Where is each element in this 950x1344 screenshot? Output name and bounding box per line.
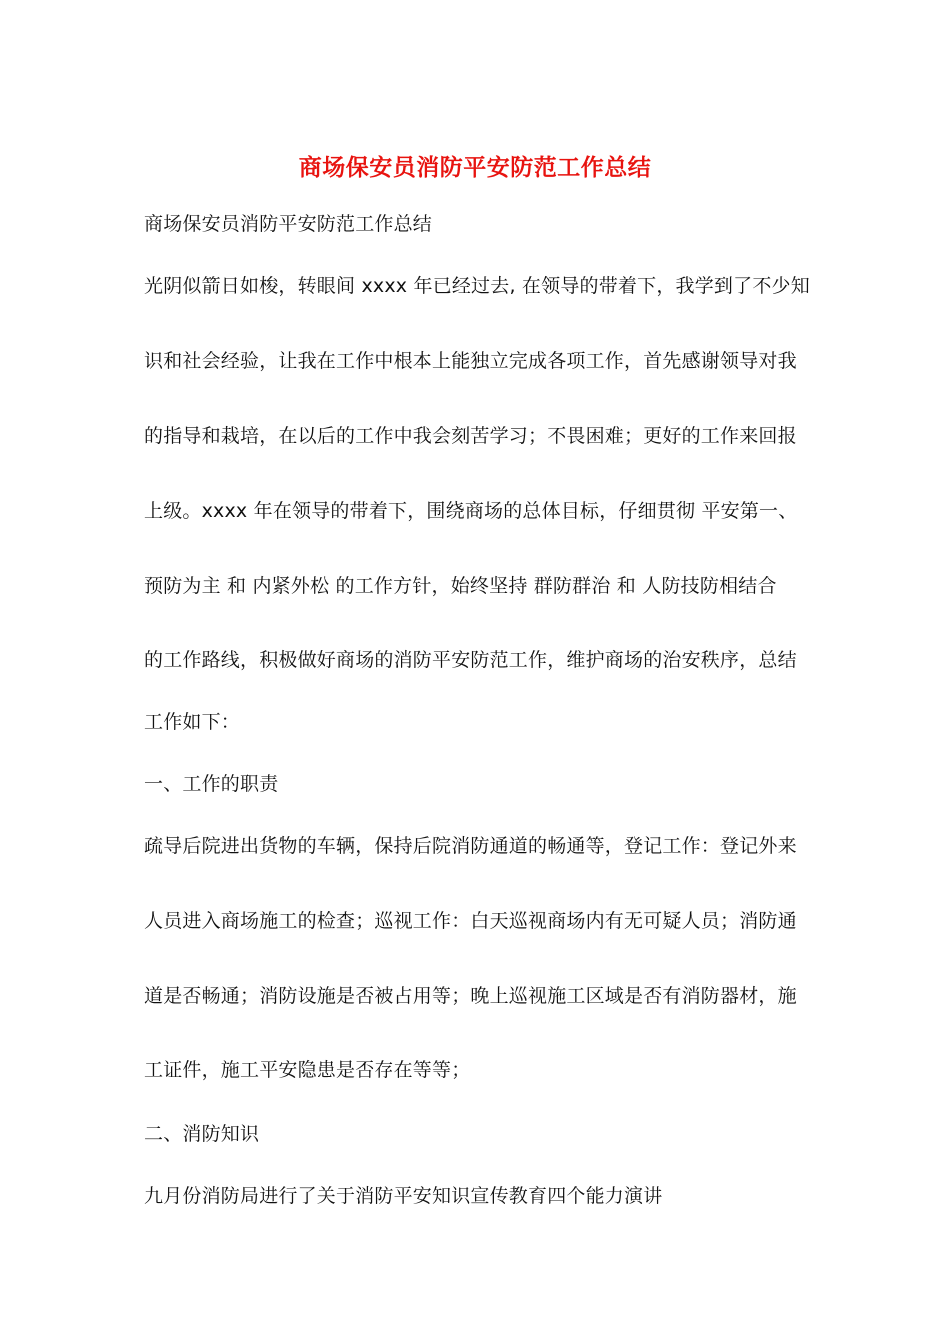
text-line: 预防为主 和 内紧外松 的工作方针，始终坚持 群防群治 和 人防技防相结合 [144,575,777,597]
text-line: 九月份消防局进行了关于消防平安知识宣传教育四个能力演讲 [144,1185,663,1207]
text-line: 疏导后院进出货物的车辆，保持后院消防通道的畅通等，登记工作：登记外来 [144,835,797,857]
text-line: 工作如下： [144,711,241,733]
document-title: 商场保安员消防平安防范工作总结 [298,155,652,181]
section-heading: 二、消防知识 [144,1123,260,1145]
text-line: 的指导和栽培，在以后的工作中我会刻苦学习；不畏困难；更好的工作来回报 [144,425,797,447]
text-line: 上级。xxxx 年在领导的带着下，围绕商场的总体目标，仔细贯彻 平安第一、 [144,500,798,522]
text-line: 光阴似箭日如梭，转眼间 xxxx 年已经过去, 在领导的带着下，我学到了不少知 [144,275,810,297]
text-line: 道是否畅通；消防设施是否被占用等；晚上巡视施工区域是否有消防器材，施 [144,985,797,1007]
text-line: 人员进入商场施工的检查；巡视工作：白天巡视商场内有无可疑人员；消防通 [144,910,797,932]
text-line: 的工作路线，积极做好商场的消防平安防范工作，维护商场的治安秩序，总结 [144,649,797,671]
text-line: 识和社会经验，让我在工作中根本上能独立完成各项工作，首先感谢领导对我 [144,350,797,372]
section-heading: 一、工作的职责 [144,773,279,795]
text-line: 工证件，施工平安隐患是否存在等等； [144,1059,471,1081]
text-line: 商场保安员消防平安防范工作总结 [144,213,433,235]
